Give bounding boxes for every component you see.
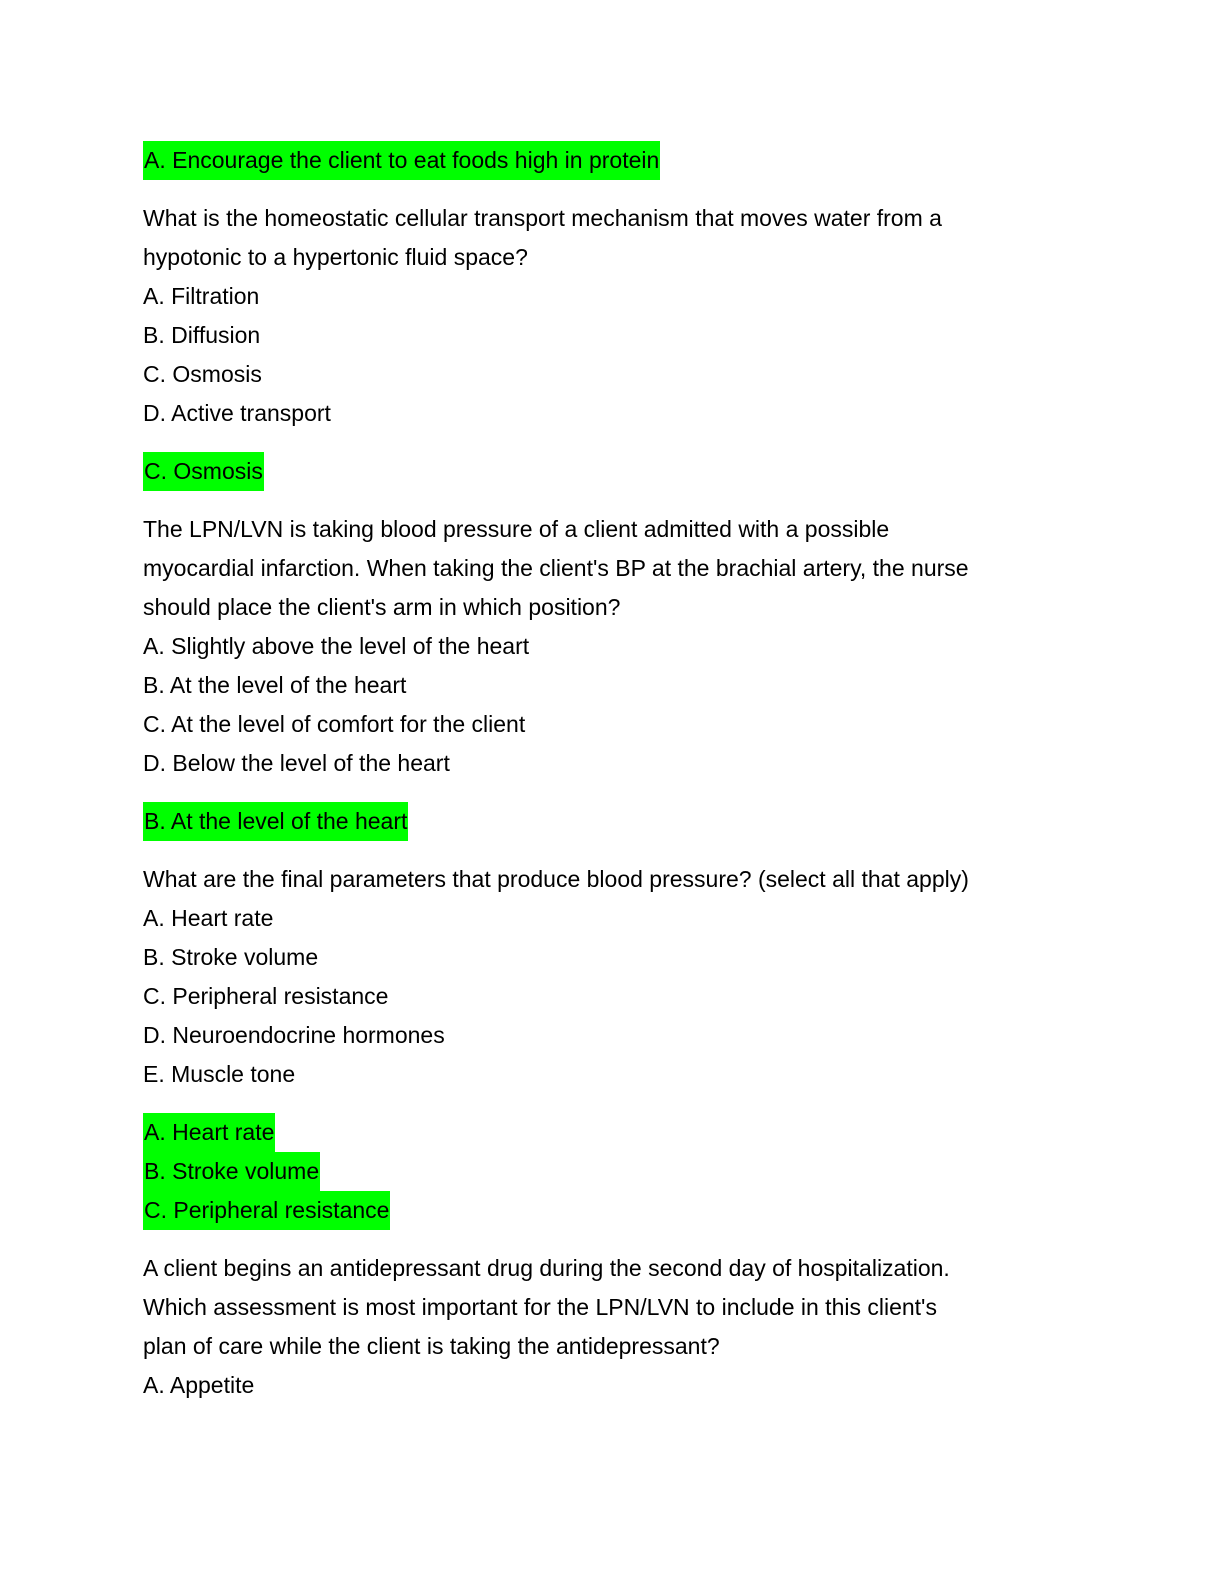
- answer-line: [143, 1191, 1083, 1230]
- option-line: C. Osmosis: [143, 361, 262, 387]
- option-line: C. Peripheral resistance: [143, 983, 389, 1009]
- answer-highlight: A. Encourage the client to eat foods high in protein: [143, 141, 660, 180]
- document-page: [143, 141, 1083, 1405]
- option-line: D. Neuroendocrine hormones: [143, 1022, 445, 1048]
- question-line: What is the homeostatic cellular transport mechanism that moves water from a: [143, 205, 942, 231]
- option-line: A. Heart rate: [143, 905, 274, 931]
- option-line: B. Stroke volume: [143, 944, 319, 970]
- spacer: [143, 841, 1083, 860]
- spacer: [143, 433, 1083, 452]
- answer-line: [143, 452, 1083, 491]
- answer-highlight: C. Peripheral resistance: [143, 1191, 390, 1230]
- option-line: B. Diffusion: [143, 322, 261, 348]
- question-line: What are the final parameters that produce blood pressure? (select all that apply): [143, 866, 969, 892]
- option-line: C. At the level of comfort for the client: [143, 711, 526, 737]
- option-line: A. Filtration: [143, 283, 260, 309]
- question-line: should place the client's arm in which position?: [143, 594, 621, 620]
- answer-line: [143, 1113, 1083, 1152]
- answer-highlight: A. Heart rate: [143, 1113, 275, 1152]
- answer-line: [143, 141, 1083, 180]
- question-line: plan of care while the client is taking the antidepressant?: [143, 1333, 720, 1359]
- question-line: The LPN/LVN is taking blood pressure of a client admitted with a possible: [143, 516, 890, 542]
- answer-line: [143, 1152, 1083, 1191]
- option-line: D. Below the level of the heart: [143, 750, 450, 776]
- question-line: Which assessment is most important for the LPN/LVN to include in this client's: [143, 1294, 937, 1320]
- option-line: A. Appetite: [143, 1372, 255, 1398]
- option-line: A. Slightly above the level of the heart: [143, 633, 530, 659]
- spacer: [143, 1230, 1083, 1249]
- option-line: B. At the level of the heart: [143, 672, 407, 698]
- answer-highlight: B. At the level of the heart: [143, 802, 408, 841]
- option-line: E. Muscle tone: [143, 1061, 296, 1087]
- spacer: [143, 1094, 1083, 1113]
- spacer: [143, 491, 1083, 510]
- spacer: [143, 783, 1083, 802]
- question-line: A client begins an antidepressant drug during the second day of hospitalization.: [143, 1255, 950, 1281]
- answer-highlight: B. Stroke volume: [143, 1152, 320, 1191]
- answer-line: [143, 802, 1083, 841]
- answer-highlight: C. Osmosis: [143, 452, 264, 491]
- option-line: D. Active transport: [143, 400, 331, 426]
- spacer: [143, 180, 1083, 199]
- question-line: hypotonic to a hypertonic fluid space?: [143, 244, 528, 270]
- question-line: myocardial infarction. When taking the client's BP at the brachial artery, the nurse: [143, 555, 969, 581]
